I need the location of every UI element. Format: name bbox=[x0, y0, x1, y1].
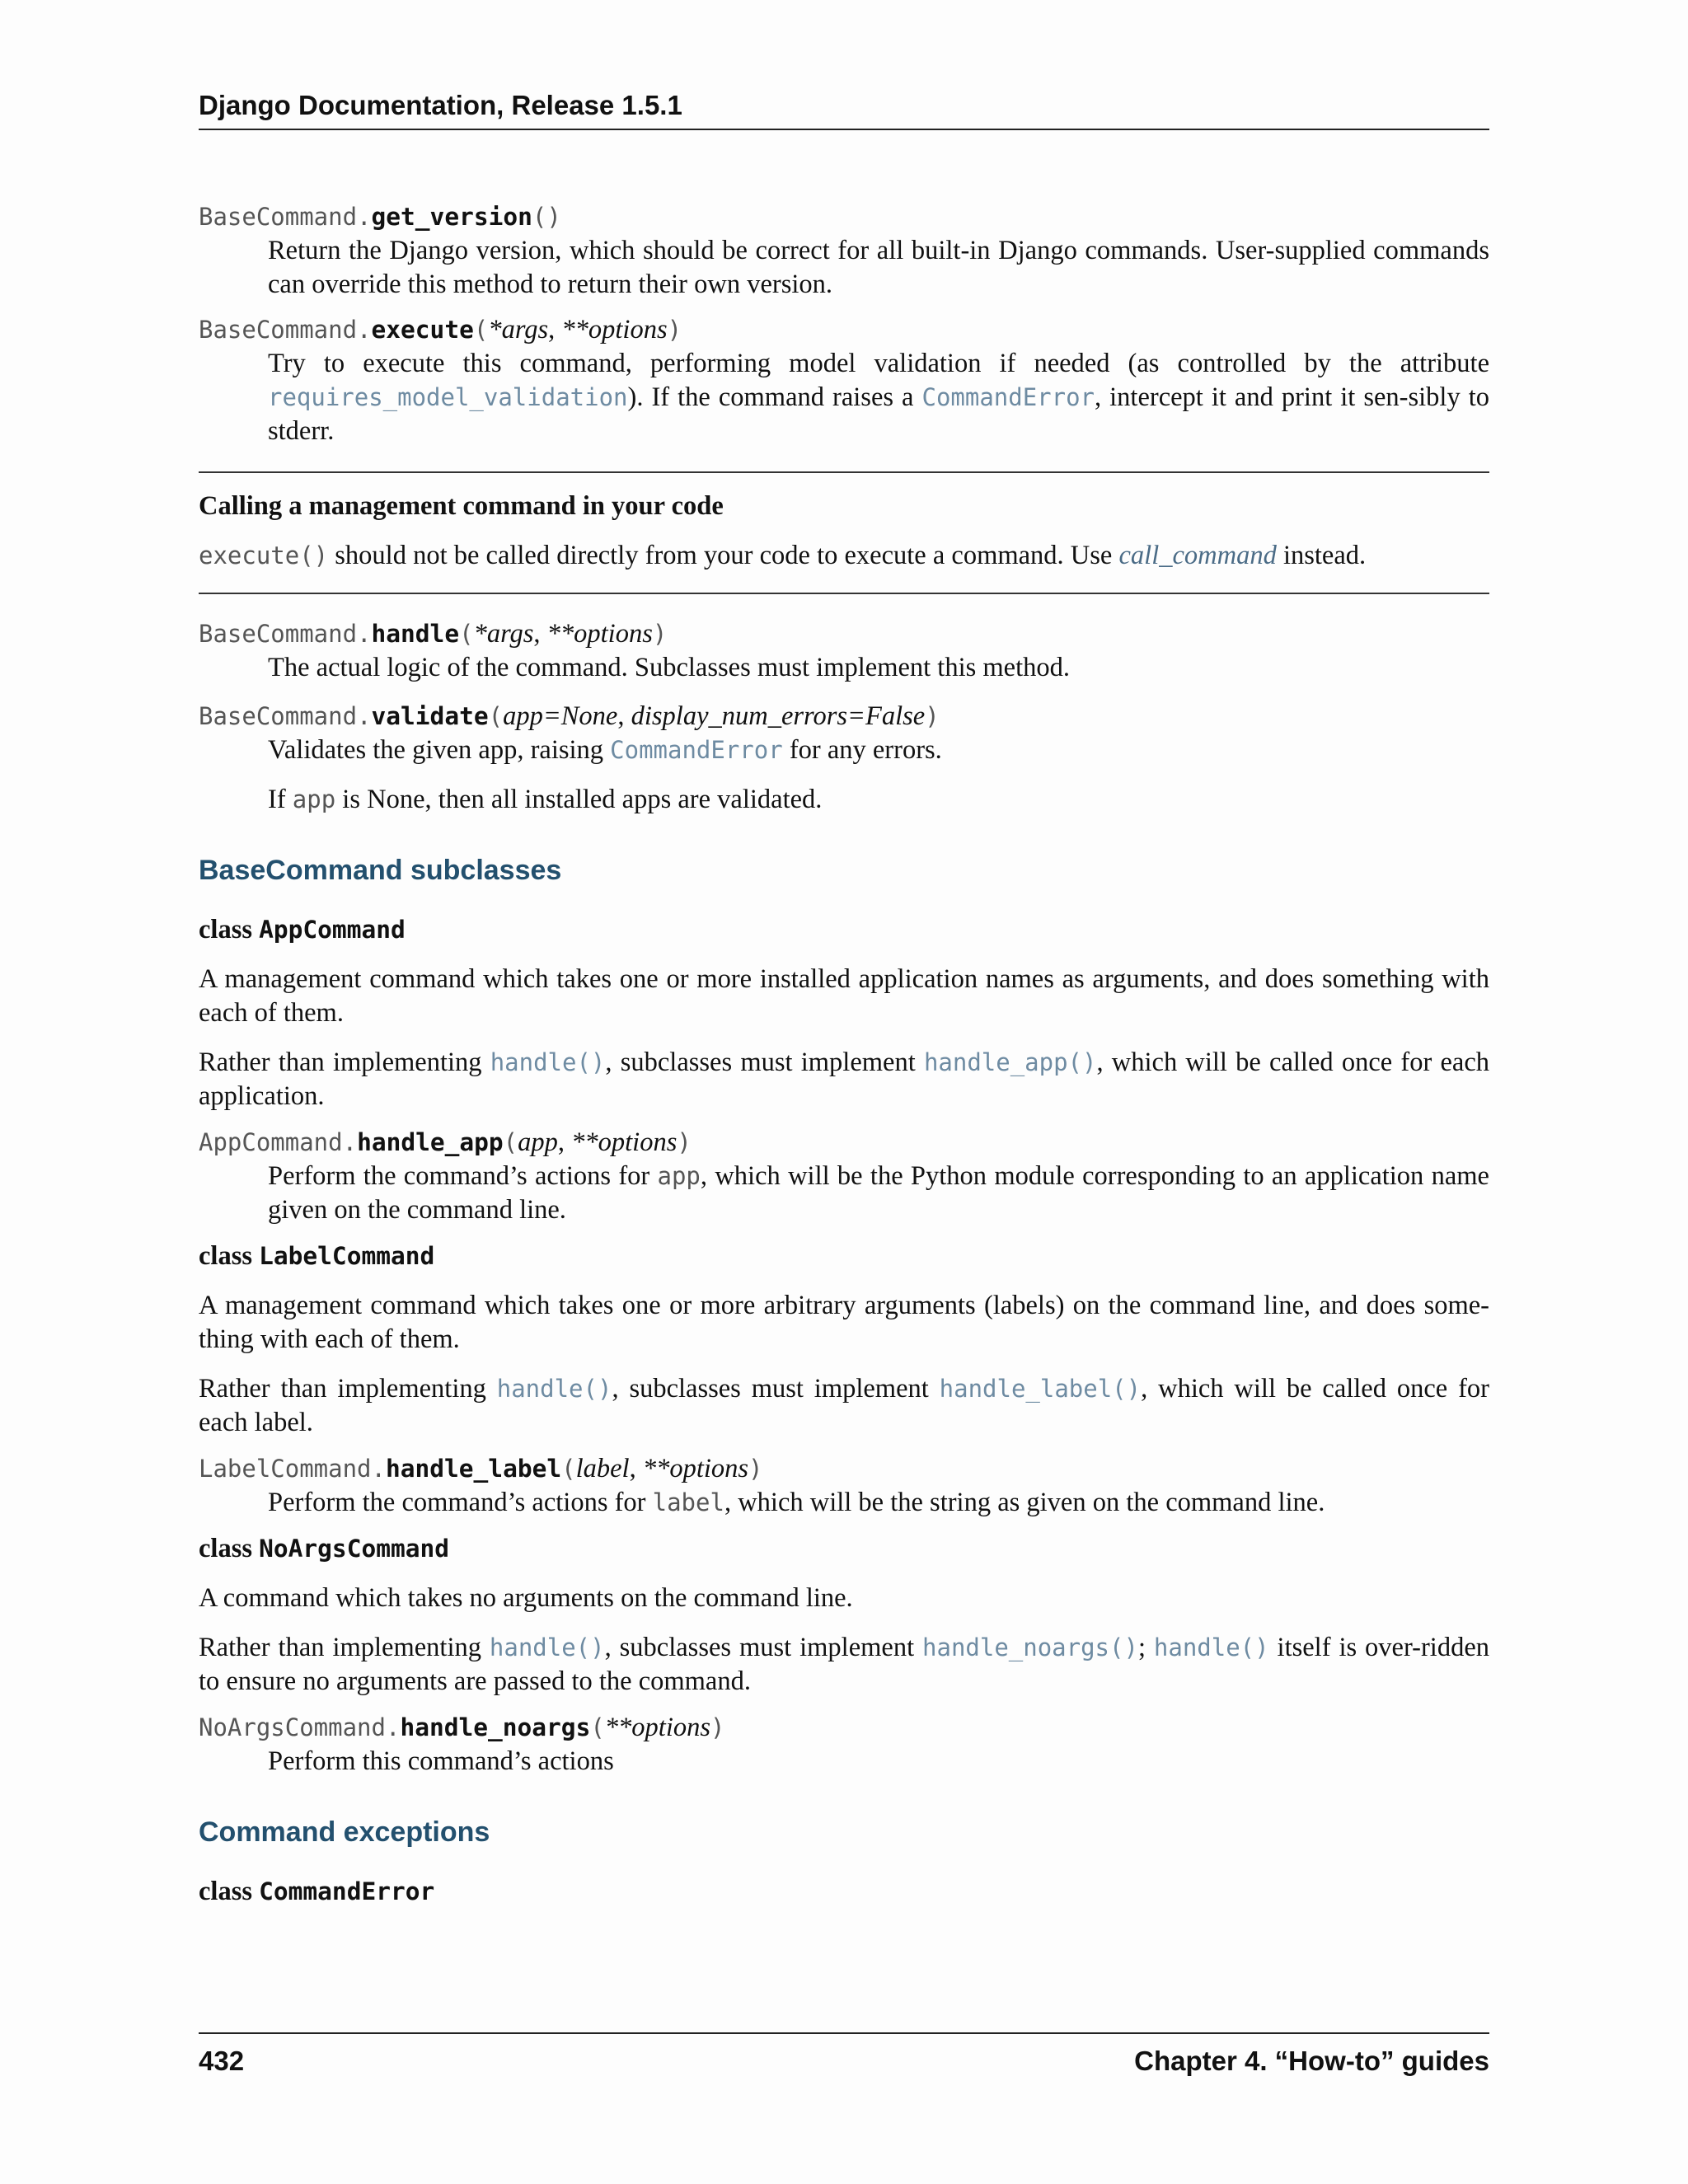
chapter-title: Chapter 4. “How-to” guides bbox=[1134, 2046, 1489, 2076]
description-get-version: Return the Django version, which should be correct for all built-in Django commands. User-supplied commands can override this method to return their own version. bbox=[268, 236, 1489, 299]
description-handle-app: Perform the command’s actions for app, which will be the Python module corresponding to an application name given on the command line. bbox=[268, 1161, 1489, 1225]
description-handle-noargs: Perform this command’s actions bbox=[268, 1746, 614, 1776]
paragraph: A management command which takes one or more arbitrary arguments (labels) on the command line, and does some-thing with each of them. bbox=[199, 1291, 1489, 1354]
description-validate: Validates the given app, raising CommandError for any errors. bbox=[268, 735, 942, 765]
description-handle-label: Perform the command’s actions for label, which will be the string as given on the command line. bbox=[268, 1488, 1325, 1517]
method-name: execute bbox=[371, 316, 474, 344]
signature-handle-noargs: NoArgsCommand.handle_noargs(**options) bbox=[199, 1713, 725, 1742]
method-name: handle bbox=[371, 620, 460, 648]
paragraph: A command which takes no arguments on the command line. bbox=[199, 1583, 853, 1613]
header-rule bbox=[199, 129, 1489, 130]
page-header bbox=[199, 89, 1489, 122]
link-handle-app[interactable]: handle_app() bbox=[923, 1048, 1097, 1076]
signature-get-version: BaseCommand.get_version() bbox=[199, 203, 561, 231]
footer-rule bbox=[199, 2032, 1489, 2034]
description-handle: The actual logic of the command. Subclasses must implement this method. bbox=[268, 653, 1071, 682]
paragraph: Rather than implementing handle(), subclasses must implement handle_noargs(); handle() itself is over-ridden to ensure no arguments are passed to the command. bbox=[199, 1633, 1490, 1696]
link-handle[interactable]: handle() bbox=[489, 1633, 605, 1661]
link-command-error[interactable]: CommandError bbox=[921, 383, 1095, 411]
method-name: handle_noargs bbox=[400, 1713, 591, 1741]
signature-execute: BaseCommand.execute(*args, **options) bbox=[199, 315, 682, 344]
method-name: handle_label bbox=[385, 1455, 562, 1483]
link-handle-label[interactable]: handle_label() bbox=[939, 1375, 1142, 1403]
paragraph: Rather than implementing handle(), subclasses must implement handle_label(), which will be called once for each label. bbox=[199, 1374, 1489, 1437]
method-name: handle_app bbox=[357, 1128, 504, 1156]
method-name: get_version bbox=[371, 203, 532, 231]
section-heading-exceptions: Command exceptions bbox=[199, 1816, 490, 1848]
link-handle[interactable]: handle() bbox=[496, 1375, 612, 1403]
link-handle-noargs[interactable]: handle_noargs() bbox=[922, 1633, 1138, 1661]
page-number: 432 bbox=[199, 2046, 245, 2076]
signature-handle-app: AppCommand.handle_app(app, **options) bbox=[199, 1127, 692, 1157]
link-handle[interactable]: handle() bbox=[490, 1048, 606, 1076]
class-noargs-command: class NoArgsCommand bbox=[199, 1534, 450, 1563]
description-validate-2: If app is None, then all installed apps are validated. bbox=[268, 785, 823, 814]
paragraph: Rather than implementing handle(), subclasses must implement handle_app(), which will be called once for each application. bbox=[199, 1047, 1489, 1111]
note-text: execute() should not be called directly from your code to execute a command. Use call_command instead. bbox=[199, 541, 1367, 570]
page-footer bbox=[199, 2032, 1489, 2077]
signature-handle-label: LabelCommand.handle_label(label, **options) bbox=[199, 1454, 763, 1483]
note-box bbox=[199, 473, 1489, 573]
link-handle[interactable]: handle() bbox=[1153, 1633, 1269, 1661]
link-requires-model-validation[interactable]: requires_model_validation bbox=[268, 383, 628, 411]
note-bottom-rule bbox=[199, 593, 1489, 594]
main-content bbox=[199, 200, 1489, 1909]
link-command-error[interactable]: CommandError bbox=[610, 736, 783, 764]
class-label-command: class LabelCommand bbox=[199, 1241, 435, 1271]
class-command-error: class CommandError bbox=[199, 1877, 435, 1906]
paragraph: A management command which takes one or more installed application names as arguments, and does something with each of them. bbox=[199, 964, 1489, 1028]
signature-validate: BaseCommand.validate(app=None, display_num_errors=False) bbox=[199, 701, 940, 731]
signature-handle: BaseCommand.handle(*args, **options) bbox=[199, 619, 668, 649]
section-heading-subclasses: BaseCommand subclasses bbox=[199, 855, 562, 886]
method-name: validate bbox=[371, 702, 489, 730]
running-title: Django Documentation, Release 1.5.1 bbox=[199, 90, 682, 120]
note-title: Calling a management command in your code bbox=[199, 491, 724, 521]
link-call-command[interactable]: call_command bbox=[1118, 541, 1277, 570]
class-app-command: class AppCommand bbox=[199, 915, 406, 944]
description-execute: Try to execute this command, performing model validation if needed (as controlled by the attribute requires_model_validation). If the command raises a CommandError, intercept it and print it sen-sibly to stderr. bbox=[268, 349, 1489, 446]
